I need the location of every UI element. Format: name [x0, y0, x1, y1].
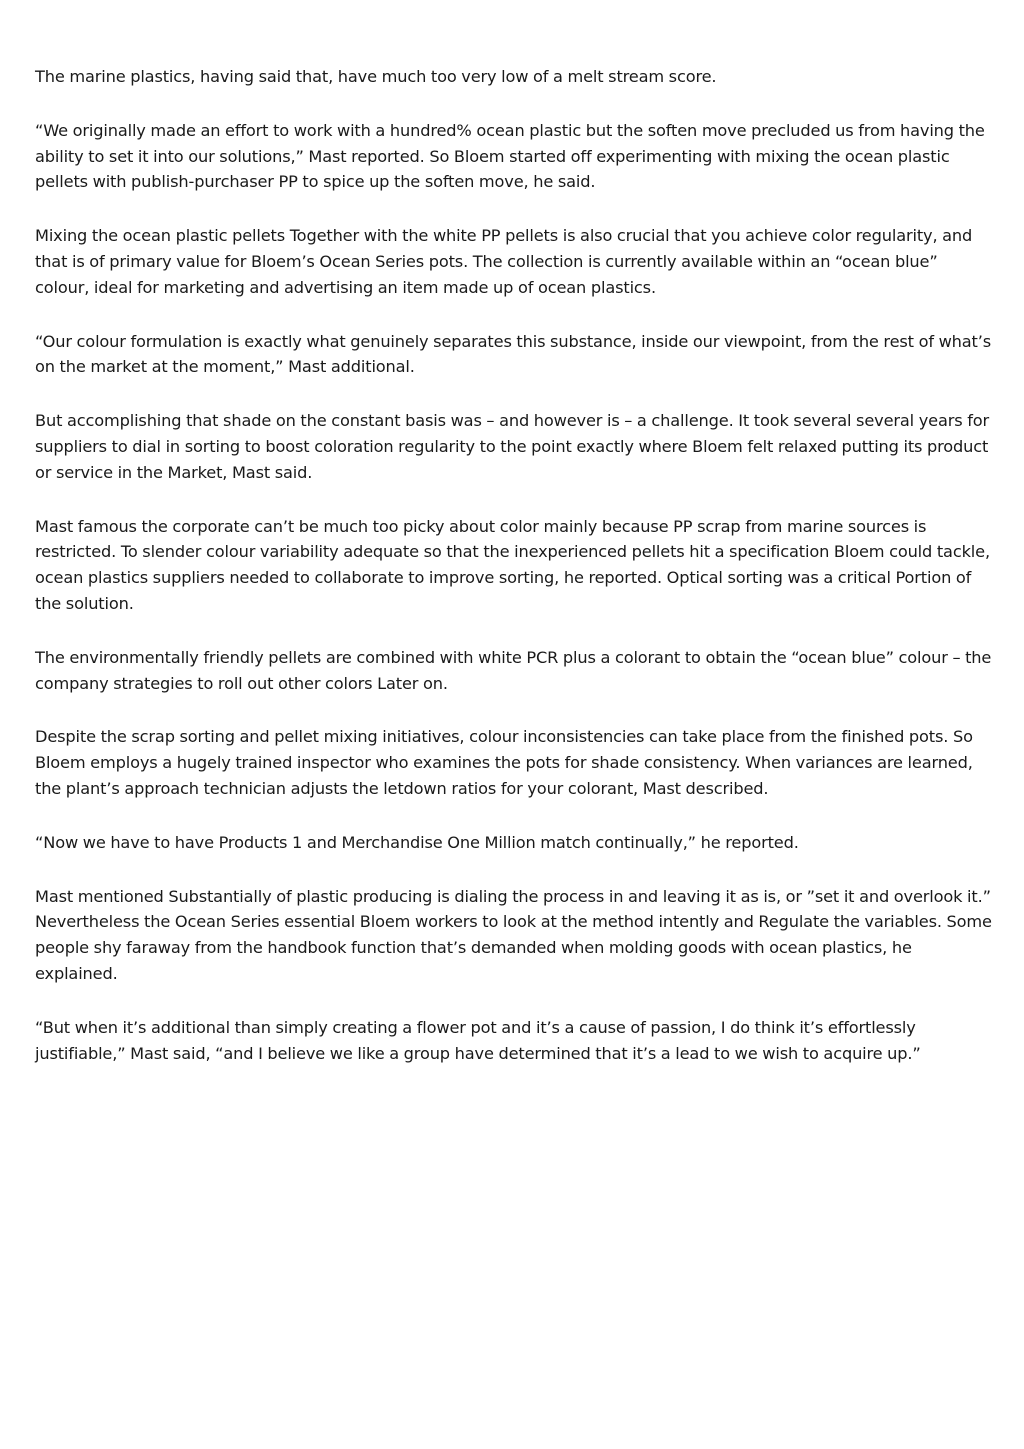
paragraph-9: “Now we have to have Products 1 and Merchandise One Million match continually,” he reported. — [35, 832, 799, 852]
paragraph-5: But accomplishing that shade on the constant basis was – and however is – a challenge. It took several several years for suppliers to dial in sorting to boost coloration regularity to the point exactly where Bloem felt relaxed putting its product or service in the Market, Mast said. — [35, 411, 990, 482]
paragraph-11: “But when it’s additional than simply creating a flower pot and it’s a cause of passion, I do think it’s effortlessly justifiable,” Mast said, “and I believe we like a group have determined that it’s a lead to we wish to acquire up.” — [35, 1017, 921, 1063]
paragraph-4: “Our colour formulation is exactly what genuinely separates this substance, inside our viewpoint, from the rest of what’s on the market at the moment,” Mast additional. — [35, 331, 992, 377]
paragraph-10: Mast mentioned Substantially of plastic producing is dialing the process in and leaving it as is, or ”set it and overlook it.” Nevertheless the Ocean Series essential Bloem workers to look at the method intently and Regulate the variables. Some people shy faraway from the handbook function that’s demanded when molding goods with ocean plastics, he explained. — [35, 886, 992, 983]
paragraph-2: “We originally made an effort to work with a hundred% ocean plastic but the soften move precluded us from having the ability to set it into our solutions,” Mast reported. So Bloem started off experimenting with mixing the ocean plastic pellets with publish-purchaser PP to spice up the soften move, he said. — [35, 120, 985, 192]
paragraph-1: The marine plastics, having said that, have much too very low of a melt stream score. — [35, 67, 717, 86]
paragraph-3: Mixing the ocean plastic pellets Together with the white PP pellets is also crucial that you achieve color regularity, and that is of primary value for Bloem’s Ocean Series pots. The collection is currently available within an “ocean blue” colour, ideal for marketing and advertising an item made up of ocean plastics. — [35, 226, 973, 297]
paragraph-7: The environmentally friendly pellets are combined with white PCR plus a colorant to obtain the “ocean blue” colour – the company strategies to roll out other colors Later on. — [35, 647, 992, 693]
paragraph-8: Despite the scrap sorting and pellet mixing initiatives, colour inconsistencies can take place from the finished pots. So Bloem employs a hugely trained inspector who examines the pots for shade consistency. When variances are learned, the plant’s approach technician adjusts the letdown ratios for your colorant, Mast described. — [35, 727, 973, 798]
paragraph-6: Mast famous the corporate can’t be much too picky about color mainly because PP scrap from marine sources is restricted. To slender colour variability adequate so that the inexperienced pellets hit a specification Bloem could tackle, ocean plastics suppliers needed to collaborate to improve sorting, he reported. Optical sorting was a critical Portion of the solution. — [35, 516, 990, 613]
document-body — [35, 64, 995, 1094]
